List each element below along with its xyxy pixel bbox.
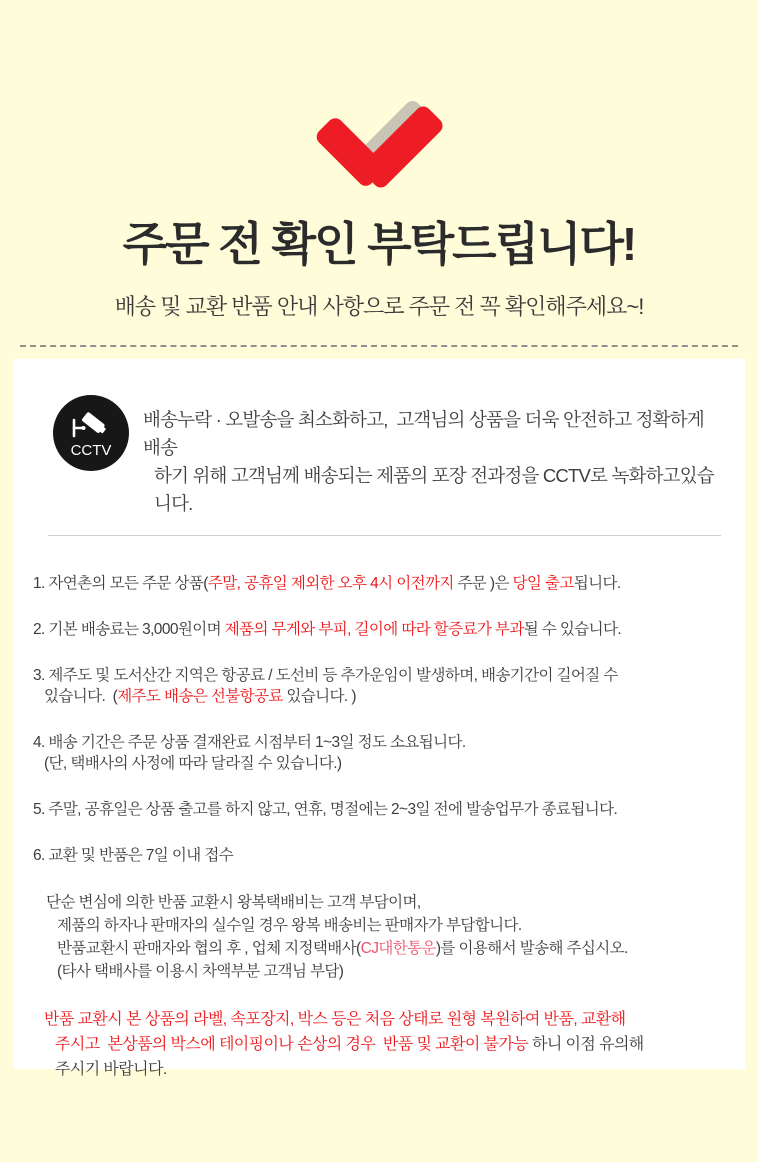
cctv-badge <box>53 395 129 471</box>
exchange-note-paragraph: 단순 변심에 의한 반품 교환시 왕복택배비는 고객 부담이며, 제품의 하자나 판매자의 실수일 경우 왕복 배송비는 판매자가 부담합니다. 반품교환시 판매자와 협의 후 , 업체 지정택배사(CJ대한통운)를 이용해서 발송해 주십시오. (타사 택배사를 이용시 차액부분 고객님 부담) <box>46 894 628 980</box>
notice-list <box>33 573 723 1082</box>
notice-item-3: 3. 제주도 및 도서산간 지역은 항공료 / 도선비 등 추가운임이 발생하며, 배송기간이 길어질 수 있습니다. (제주도 배송은 선불항공료 있습니다. ) <box>33 667 618 705</box>
page-title: 주문 전 확인 부탁드립니다! <box>122 218 636 270</box>
notice-item-6: 6. 교환 및 반품은 7일 이내 접수 <box>33 847 234 864</box>
notice-item-4: 4. 배송 기간은 주문 상품 결재완료 시점부터 1~3일 정도 소요됩니다. (단, 택배사의 사정에 따라 달라질 수 있습니다.) <box>33 734 466 772</box>
notice-item-5: 5. 주말, 공휴일은 상품 출고를 하지 않고, 연휴, 명절에는 2~3일 전에 발송업무가 종료됩니다. <box>33 801 618 818</box>
dashed-divider <box>20 345 738 347</box>
return-warning-paragraph: 반품 교환시 본 상품의 라벨, 속포장지, 박스 등은 처음 상태로 원형 복원하여 반품, 교환해 주시고 본상품의 박스에 테이핑이나 손상의 경우 반품 및 교환이 불가능 하니 이점 유의해 주시기 바랍니다. <box>44 1011 644 1078</box>
notice-card <box>13 359 745 1078</box>
page-subtitle: 배송 및 교환 반품 안내 사항으로 주문 전 꼭 확인해주세요~! <box>114 294 644 319</box>
notice-item-1: 1. 자연촌의 모든 주문 상품(주말, 공휴일 제외한 오후 4시 이전까지 주문 )은 당일 출고됩니다. <box>33 575 621 592</box>
cctv-description: 배송누락 · 오발송을 최소화하고, 고객님의 상품을 더욱 안전하고 정확하게 배송 하기 위해 고객님께 배송되는 제품의 포장 전과정을 CCTV로 녹화하고있습니다. <box>143 409 714 514</box>
cctv-camera-icon <box>69 412 113 442</box>
card-divider <box>48 535 721 536</box>
notice-item-2: 2. 기본 배송료는 3,000원이며 제품의 무게와 부피, 길이에 따라 할증료가 부과될 수 있습니다. <box>33 621 622 638</box>
cctv-section <box>33 395 723 518</box>
red-checkmark-icon <box>318 106 440 182</box>
cctv-badge-label: CCTV <box>70 442 112 459</box>
order-notice-banner <box>0 106 758 1162</box>
